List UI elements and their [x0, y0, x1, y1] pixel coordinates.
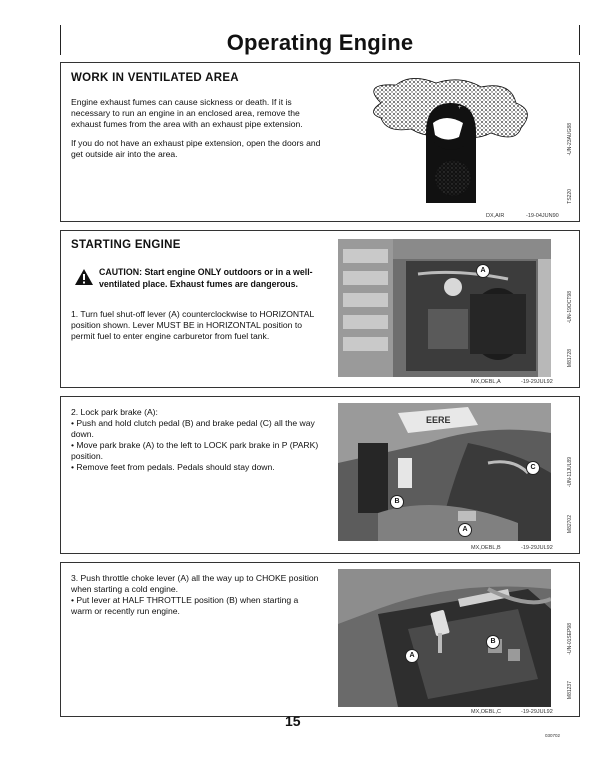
ventilated-heading: WORK IN VENTILATED AREA: [71, 72, 239, 84]
starting-caption-left: MX,OEBL,A: [471, 379, 501, 385]
fuel-lever-svg: [338, 239, 551, 377]
choke-side-code-2: M81237: [567, 681, 573, 700]
brake-bullet-3: • Remove feet from pedals. Pedals should stay down.: [71, 462, 275, 472]
callout-a: A: [458, 523, 472, 537]
park-brake-photo: [338, 403, 551, 541]
brake-section: [60, 396, 580, 554]
callout-a: A: [405, 649, 419, 663]
starting-step-1: 1. Turn fuel shut-off lever (A) counterclockwise to HORIZONTAL position shown. Lever MUST BE in HORIZONTAL position to permit fuel to enter engine carburetor from fuel tank.: [71, 309, 314, 341]
brake-bullet-1: • Push and hold clutch pedal (B) and brake pedal (C) all the way down.: [71, 418, 315, 439]
exhaust-fumes-svg: [341, 73, 541, 208]
ventilated-side-code-2: TS220: [567, 189, 573, 204]
warning-triangle-icon: [75, 269, 93, 285]
choke-caption-right: -19-29JUL92: [521, 709, 553, 715]
choke-lever-photo: [338, 569, 551, 707]
brake-text: [71, 407, 321, 473]
brake-caption-left: MX,OEBL,B: [471, 545, 501, 551]
choke-step-3: 3. Push throttle choke lever (A) all the way up to CHOKE position when starting a cold engine.: [71, 573, 319, 594]
choke-bullet-1: • Put lever at HALF THROTTLE position (B) when starting a warm or recently run engine.: [71, 595, 299, 616]
ventilated-section: [60, 62, 580, 222]
callout-b: B: [486, 635, 500, 649]
choke-section: [60, 562, 580, 717]
svg-text:+: +: [458, 105, 462, 111]
fuel-lever-photo: [338, 239, 551, 377]
callout-c: C: [526, 461, 540, 475]
brake-caption-right: -19-29JUL92: [521, 545, 553, 551]
exhaust-fumes-illustration: [341, 73, 541, 208]
page-number: 15: [285, 713, 301, 729]
page-title: Operating Engine: [226, 30, 414, 55]
brake-side-code-1: -UN-11JUL89: [567, 457, 573, 488]
ventilated-para-1: Engine exhaust fumes can cause sickness or death. If it is necessary to run an engine in an enclosed area, remove the exhaust fumes from the area with an exhaust pipe extension.: [71, 97, 303, 129]
ventilated-para-2: If you do not have an exhaust pipe extension, open the doors and get outside air into the area.: [71, 138, 321, 159]
starting-side-code-2: M81728: [567, 349, 573, 368]
choke-caption-left: MX,OEBL,C: [471, 709, 501, 715]
ventilated-caption-right: -19-04JUN90: [526, 213, 559, 219]
starting-section: [60, 230, 580, 388]
brake-bullet-2: • Move park brake (A) to the left to LOCK park brake in P (PARK) position.: [71, 440, 319, 461]
starting-caption-right: -19-29JUL92: [521, 379, 553, 385]
choke-text: [71, 573, 321, 617]
footer-code: 030702: [545, 733, 561, 738]
ventilated-text: [71, 97, 321, 168]
starting-heading: STARTING ENGINE: [71, 239, 181, 251]
ventilated-caption-left: DX,AIR: [486, 213, 505, 219]
choke-side-code-1: -UN-01SEP98: [567, 623, 573, 655]
brake-side-code-2: M82702: [567, 515, 573, 534]
brake-step-2: 2. Lock park brake (A):: [71, 407, 158, 417]
callout-a: A: [476, 264, 490, 278]
brand-text: EERE: [426, 415, 451, 425]
park-brake-svg: [338, 403, 551, 541]
callout-b: B: [390, 495, 404, 509]
caution-text: CAUTION: Start engine ONLY outdoors or in a well-ventilated place. Exhaust fumes are dangerous.: [99, 267, 313, 289]
starting-side-code-1: -UN-19OCT98: [567, 291, 573, 324]
ventilated-side-code-1: -UN-23AUG88: [567, 123, 573, 156]
choke-lever-svg: [338, 569, 551, 707]
